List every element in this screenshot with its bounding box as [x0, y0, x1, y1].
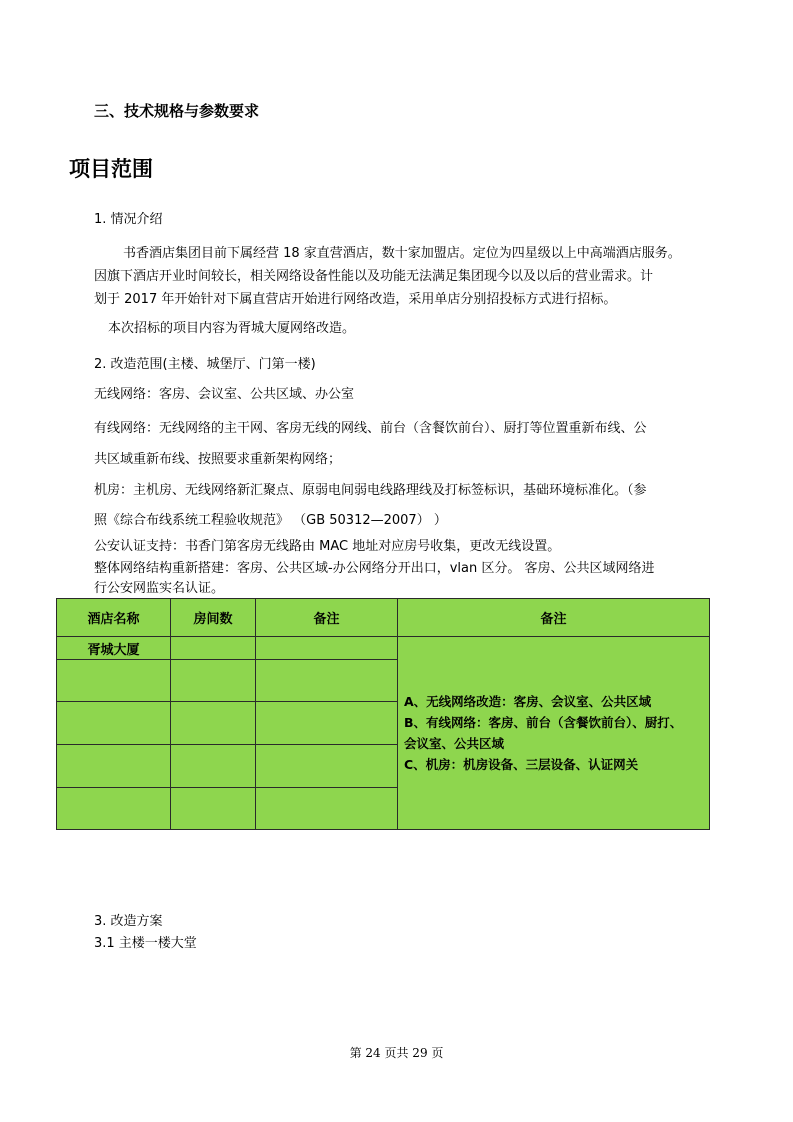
section-heading: 三、技术规格与参数要求	[94, 102, 260, 120]
note-a: A、无线网络改造：客房、会议室、公共区域	[404, 694, 652, 709]
page-title: 项目范围	[69, 157, 153, 181]
s2-room-line2: 照《综合布线系统工程验收规范》 （GB 50312—2007） ）	[94, 513, 447, 528]
header-remark: 备注	[256, 599, 398, 637]
note-b-cont: 会议室、公共区域	[404, 736, 505, 751]
s1-heading: 1. 情况介绍	[94, 212, 163, 227]
s2-wired-line2: 共区域重新布线、按照要求重新架构网络；	[94, 452, 342, 467]
s2-rebuild-line2: 行公安网监实名认证。	[94, 581, 225, 596]
s3-heading: 3. 改造方案	[94, 914, 163, 929]
s1-para1-line1: 书香酒店集团目前下属经营 18 家直营酒店，数十家加盟店。定位为四星级以上中高端酒店服务。	[123, 246, 681, 261]
header-hotel-name: 酒店名称	[57, 599, 171, 637]
notes-cell	[398, 637, 710, 830]
page-footer: 第 24 页共 29 页	[349, 1046, 444, 1060]
table-row	[57, 637, 710, 660]
s2-rebuild-line1: 整体网络结构重新搭建：客房、公共区域-办公网络分开出口，vlan 区分。 客房、公共区域网络进	[94, 561, 655, 576]
s1-para2: 本次招标的项目内容为胥城大厦网络改造。	[108, 321, 356, 336]
table-header-row	[57, 599, 710, 637]
s2-wired-line1: 有线网络：无线网络的主干网、客房无线的网线、前台（含餐饮前台）、厨打等位置重新布线、公	[94, 421, 647, 436]
s1-para1-line2: 因旗下酒店开业时间较长，相关网络设备性能以及功能无法满足集团现今以及以后的营业需求。计	[94, 269, 654, 284]
header-room-count: 房间数	[171, 599, 256, 637]
note-b: B、有线网络：客房、前台（含餐饮前台）、厨打、	[404, 715, 683, 730]
note-c: C、机房：机房设备、三层设备、认证网关	[404, 757, 639, 772]
s2-police: 公安认证支持：书香门第客房无线路由 MAC 地址对应房号收集，更改无线设置。	[94, 539, 561, 554]
hotel-table	[56, 598, 710, 830]
header-remark-2: 备注	[398, 599, 710, 637]
s2-room-line1: 机房：主机房、无线网络新汇聚点、原弱电间弱电线路理线及打标签标识，基础环境标准化。（参	[94, 483, 647, 498]
remark-cell	[256, 637, 398, 660]
s2-heading: 2. 改造范围(主楼、城堡厅、门第一楼)	[94, 357, 316, 372]
hotel-name-cell: 胥城大厦	[57, 637, 171, 660]
s3-sub: 3.1 主楼一楼大堂	[94, 936, 197, 951]
s2-wireless: 无线网络：客房、会议室、公共区域、办公室	[94, 387, 355, 402]
s1-para1-line3: 划于 2017 年开始针对下属直营店开始进行网络改造，采用单店分别招投标方式进行招标。	[94, 292, 617, 307]
room-count-cell	[171, 637, 256, 660]
